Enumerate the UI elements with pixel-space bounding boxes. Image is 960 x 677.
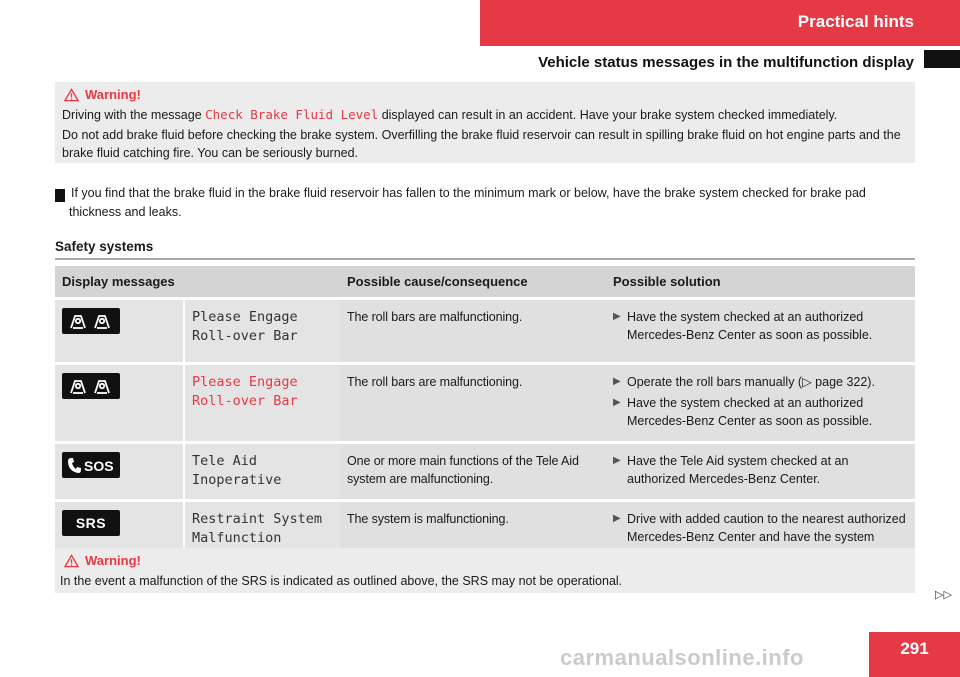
arrow-bullet-icon: ▶ xyxy=(613,513,621,524)
warning-heading xyxy=(64,86,908,104)
warning-heading xyxy=(64,552,908,570)
display-message: Please Engage Roll-over Bar xyxy=(192,309,298,344)
message-cell xyxy=(185,297,340,362)
solution-cell xyxy=(606,441,915,499)
solution-text: Have the system checked at an authorized Mercedes-Benz Center as soon as possible. xyxy=(627,396,873,428)
header-solution: Possible solution xyxy=(606,266,915,297)
roll-bar-icon xyxy=(62,308,120,334)
note-text: If you find that the brake fluid in the brake fluid reservoir has fallen to the minimum mark or below, have the brake system checked for brake pad thickness and leaks. xyxy=(69,186,866,219)
warning-text-before: Driving with the message xyxy=(62,108,206,122)
solution-text: Drive with added caution to the nearest authorized Mercedes-Benz Center and have the system xyxy=(627,512,906,544)
roll-bar-icon xyxy=(62,373,120,399)
thumb-tab xyxy=(924,50,960,68)
message-cell xyxy=(185,362,340,441)
message-cell xyxy=(185,441,340,499)
solution-item xyxy=(613,394,908,430)
watermark: carmanualsonline.info xyxy=(560,645,804,670)
table-header-row xyxy=(55,266,915,297)
cause-text: The system is malfunctioning. xyxy=(347,512,509,526)
cause-text: The roll bars are malfunctioning. xyxy=(347,310,523,324)
solution-item xyxy=(613,308,908,344)
display-message: Please Engage Roll-over Bar xyxy=(192,374,298,409)
warning-paragraph-1 xyxy=(62,106,908,124)
note-exclamation-icon: ! xyxy=(55,189,65,202)
page-subtitle: Vehicle status messages in the multifunction display xyxy=(538,54,914,71)
srs-icon: SRS xyxy=(62,510,120,536)
display-message: Restraint System Malfunction xyxy=(192,511,323,546)
icon-cell xyxy=(55,297,185,362)
warning-triangle-icon xyxy=(64,88,79,102)
solution-item xyxy=(613,373,908,391)
safety-messages-table xyxy=(55,266,915,575)
section-divider xyxy=(55,258,915,260)
cause-cell xyxy=(340,441,606,499)
header-cause: Possible cause/consequence xyxy=(340,266,606,297)
icon-cell xyxy=(55,362,185,441)
warning-heading-text: Warning! xyxy=(85,87,141,102)
continue-arrows-icon: ▷▷ xyxy=(935,589,952,601)
sos-phone-icon xyxy=(62,452,120,478)
caution-note xyxy=(51,184,915,222)
cause-cell xyxy=(340,297,606,362)
warning-triangle-icon xyxy=(64,554,79,568)
warning-box-brake xyxy=(55,82,915,163)
arrow-bullet-icon: ▶ xyxy=(613,376,621,387)
section-title: Safety systems xyxy=(55,239,154,254)
warning-box-srs xyxy=(55,548,915,593)
page-number: 291 xyxy=(869,632,960,677)
svg-text:SOS: SOS xyxy=(84,458,114,474)
arrow-bullet-icon: ▶ xyxy=(613,311,621,322)
arrow-bullet-icon: ▶ xyxy=(613,397,621,408)
solution-item xyxy=(613,452,908,488)
display-message: Tele Aid Inoperative xyxy=(192,453,282,488)
table-row xyxy=(55,297,915,362)
solution-text: Have the Tele Aid system checked at an authorized Mercedes-Benz Center. xyxy=(627,454,849,486)
cause-cell xyxy=(340,362,606,441)
solution-cell xyxy=(606,362,915,441)
table-row xyxy=(55,362,915,441)
solution-cell xyxy=(606,297,915,362)
solution-text: Operate the roll bars manually (▷ page 322). xyxy=(627,375,875,389)
icon-cell xyxy=(55,441,185,499)
solution-text: Have the system checked at an authorized Mercedes-Benz Center as soon as possible. xyxy=(627,310,873,342)
header-display-messages: Display messages xyxy=(55,266,340,297)
cause-text: The roll bars are malfunctioning. xyxy=(347,375,523,389)
display-message-inline: Check Brake Fluid Level xyxy=(205,107,379,122)
warning-heading-text: Warning! xyxy=(85,553,141,568)
section-heading: Practical hints xyxy=(797,12,914,31)
warning-paragraph-2: Do not add brake fluid before checking the brake system. Overfilling the brake fluid reservoir can result in spilling brake fluid on hot engine parts and the brake fluid catching fire. You can be seriously burned. xyxy=(62,128,901,160)
cause-text: One or more main functions of the Tele Aid system are malfunctioning. xyxy=(347,454,579,486)
warning-text-after: displayed can result in an accident. Have your brake system checked immediately. xyxy=(378,108,838,122)
warning-paragraph-1: In the event a malfunction of the SRS is indicated as outlined above, the SRS may not be operational. xyxy=(60,574,623,588)
table-row xyxy=(55,441,915,499)
arrow-bullet-icon: ▶ xyxy=(613,455,621,466)
